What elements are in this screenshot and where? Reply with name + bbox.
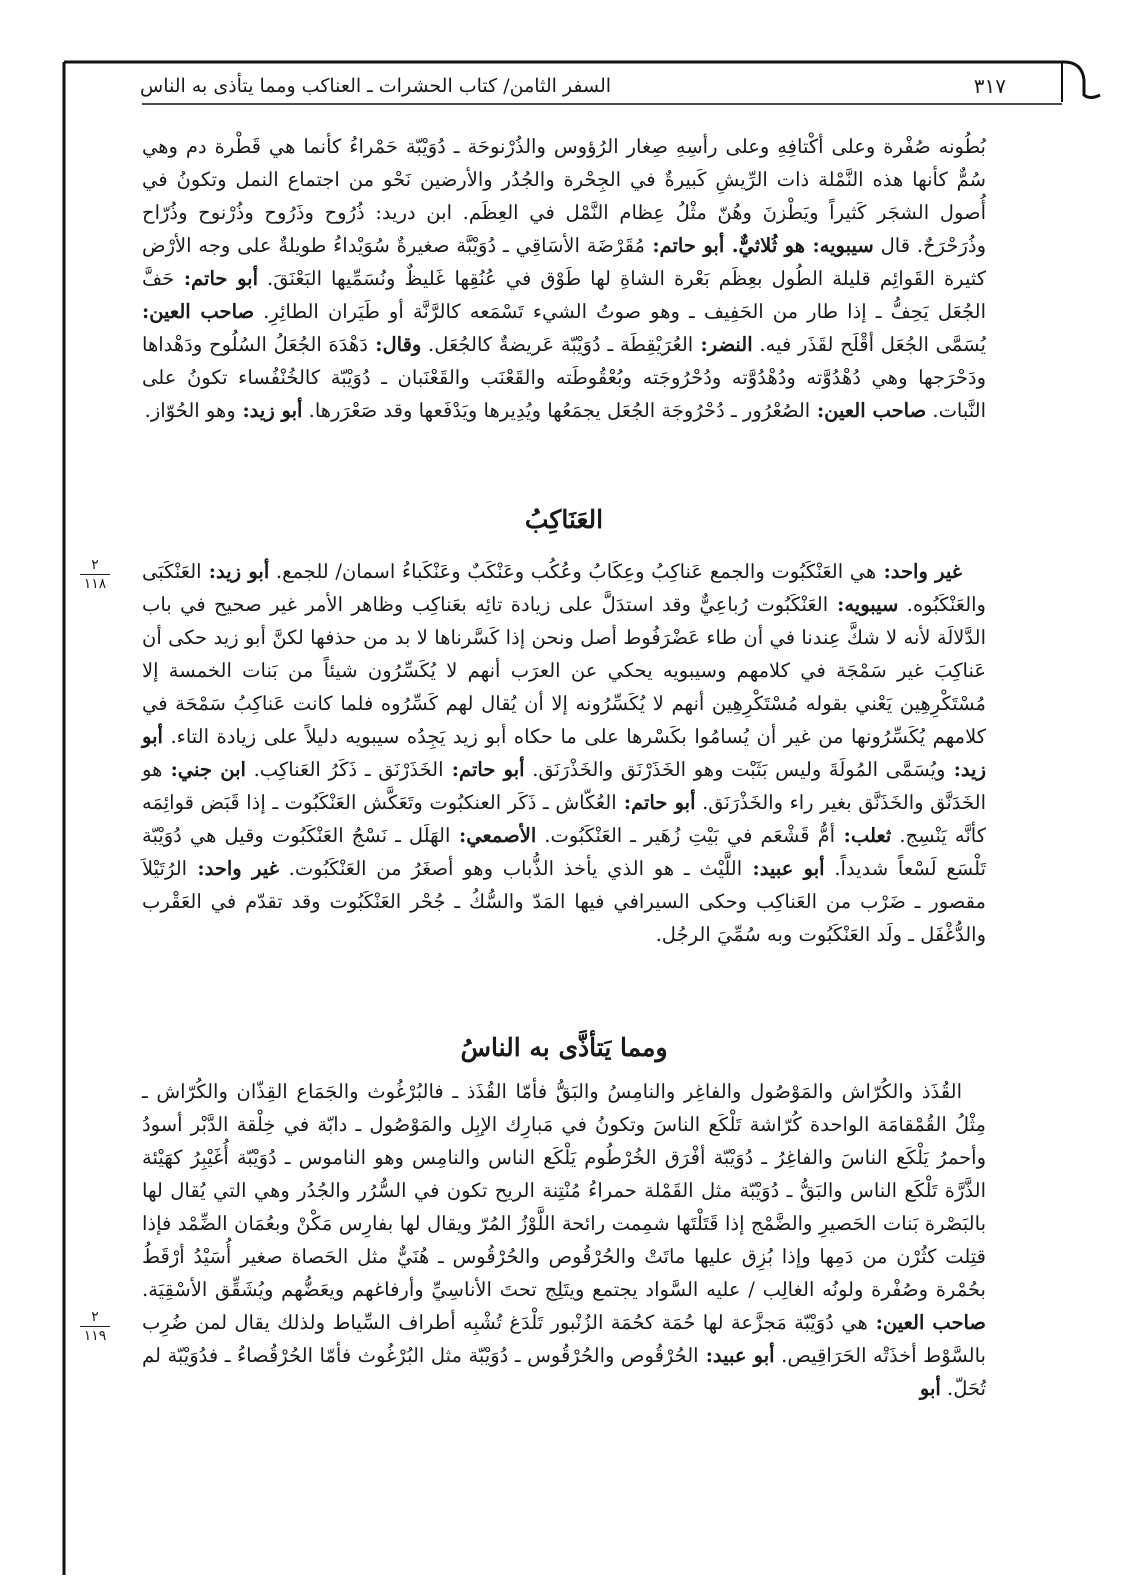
- intro-speaker-label: سيبويه: هو ثُلاثيٌّ. أبو حاتم:: [644, 234, 874, 257]
- section2-text-run: القُذَذ والكُرّاش والمَوْصُول والفاغِر والنامِسُ والبَقُّ فأمّا القُذَذ ـ فالبُرْغُوث والجَمَاع القِذّان والكُرّاش ـ مِثْلُ القُمْقامَة الواحدة كُرّاشة تَلْكَع الناسَ وتكونُ في مَبارِك الإبِل والمَوْصُول ـ دابّة في خِلْقة الدَّبْر أسودُ وأحمرُ يَلْكَع الناسَ والفاغِرُ ـ دُوَيْبّة أفْرَق الخُرْطُوم يَلْكَع الناس والنامِس وهو الناموس ـ دُوَيْبّة أُغَيْبِرُ كهَيْئة الذَّرَّة تَلْكَع الناس والبَقُّ ـ دُوَيْبّة مثل القَمْلة حمراءُ مُنْتِنة الريح تكون في السُّرُر والجُدُر وهي التي يُقال لها بالبَصْرة بَنات الحَصيرِ والضَّمْج إذا قَتَلْتَها شمِمت رائحة اللَّوْزُ المُرّ ويقال لها بفارِس مَكْنْ وبعُمَان الضِّمْد فإذا قتِلت كثُرْن من دَمِها وإذا بُزِق عليها ماتَتْ والحُرْقُوص والحُرْقُوس ـ هُنَيٌّ مثل الحَصاة صغير أُسَيْدُ أرْقَطُ بحُمْرة وصُفْرة ولونُه الغالِب / عليه السَّواد يجتمع ويتَلِج تحتَ الأناسِيِّ وأرفاغهم ويعَضُّهم ويُشَقِّق الأسْقِيَة.: [142, 1080, 986, 1301]
- section2-text: [142, 1075, 986, 1405]
- margin-note-1-divider: [80, 574, 110, 575]
- section1-text-run: العَنْكَبَى والعَنْكَبُوه.: [142, 560, 986, 616]
- section2-speaker-label: أبو عبيد:: [698, 1344, 775, 1367]
- margin-note-2: [72, 1310, 118, 1343]
- section1-speaker-label: أبو عبيد:: [742, 857, 825, 880]
- section1-text-run: الخَذَرْنَق ـ ذَكَرُ العَناكِب.: [245, 758, 444, 781]
- section1-text-run: ويُسَمَّى المُولَةَ وليس بَثَبْت وهو الخَذَرْنَق والخَذْرَنَق.: [524, 758, 946, 781]
- margin-note-1-bottom: ١١٨: [83, 576, 107, 592]
- section1-text-run: العَنْكَبُوت رُباعِيٌّ وقد استدَلَّ على زيادة تائِه بعَناكِب وظاهر الأمر غير صحيح في باب الدَّلالَة لأنه لا شكَّ عِندنا في أن طاء عَضْرَفُوط أصل ونحن إذا كَسَّرناها لا بد من حذفها لكنَّ أبو زيد حكى أن عَناكِبَ غير سَمْجَة في كلامهم وسيبويه يحكي عن العرَب أنهم لا يُكَسِّرُون شيئاً من بَنات الخمسة إلا مُسْتَكْرِهِين يَعْني بقوله مُسْتَكْرِهِين أنهم لا يُكَسِّرُونه إلا أن يُقال لهم كَسِّرُوه فلما كانت عَناكِبُ سَمْحَة في كلامهم يُكَسِّرُونها من غير أن يُسامُوا بكَسْرها على ما حكاه أبو زيد يَجِدُه سيبويه دليلاً على زيادة التاء.: [142, 593, 986, 748]
- intro-text-run: العُرَيْقِطَة ـ دُوَيْبّة عَريضةٌ كالجُعَل.: [421, 333, 694, 356]
- section1-text-run: العُكّاش ـ ذَكَر العنكبُوت وتَعَكَّش العَنْكَبُوت ـ إذا قَبَض قوائِمَه كأنَّه يَنْسِج.: [142, 791, 986, 847]
- section1-speaker-label: ثعلب:: [835, 824, 892, 847]
- section1-text-run: الرُتَيْلاَ مقصور ـ ضَرْب من العَناكِب وحكى السيرافي فيها المَدّ والسُّكُ ـ جُحْر العَنْكَبُوت وقد تقدّم في العَقْرب والدُّغْفَل ـ ولَد العَنْكَبُوت وبه سُمِّيَ الرجُل.: [142, 857, 986, 946]
- intro-text-run: حَفَّ الجُعَل يَحِفُّ ـ إذا طار من الحَفِيف ـ وهو صوتُ الشيء تَسْمَعه كالرَّنَّة أو طَيَران الطائِرِ.: [142, 267, 986, 323]
- section1-speaker-label: غير واحد:: [876, 560, 962, 583]
- margin-note-2-divider: [80, 1326, 110, 1327]
- intro-speaker-label: أبو حاتم:: [174, 267, 258, 290]
- page-header: [140, 66, 1006, 106]
- section1-speaker-label: غير واحد:: [187, 857, 279, 880]
- intro-text-run: مُقَرْضَة الأسَاقِي ـ دُوَيْبَّة صغيرةٌ سُوَيْداءُ طويلةٌ على وجه الأرْض كثيرة القَوائِم قليلة الطُول بعِظَم بَعْرة الشاةِ لها طَوْق في عُنُقِها غَليظٌ ونُسَمِّيها البَعْنَقَ.: [142, 234, 986, 290]
- running-title: السفر الثامن/ كتاب الحشرات ـ العناكب ومما يتأذى به الناس: [140, 75, 612, 97]
- section2-speaker-label: أبو: [919, 1377, 941, 1400]
- section1-body: [142, 555, 986, 951]
- intro-text-run: يُسَمَّى الجُعَل أقْلَح لقَذَر فيه.: [752, 333, 986, 356]
- section1-text: [142, 555, 986, 951]
- intro-text-run: وهو الحُوّاز.: [144, 399, 236, 422]
- section-title-pests: ومما يَتأذَّى به الناسُ: [460, 1033, 668, 1062]
- intro-text: [142, 130, 986, 427]
- intro-text-run: بُطُونه صُفْرة وعلى أكْتافِهِ وعلى رأسِهِ صِغار الرُؤوس والذُرْنوحَة ـ دُوَيْبّة حَمْراءُ كأنما هي قَطْرة دم وهي سُمٌّ كأنها هذه النَّمْلة ذات الرِّيشِ كَبيرةٌ في الجِحْرة والجُدُر والأرضين نَحْو من اجتماع النمل وتكونُ في أُصول الشجَر كَثيراً ويَطْزنَ وهُنّ مثْلُ عِظام النَّمْل في العِظَم. ابن دريد: ذُرُوح وذَرُوح وذُرْنوح وذُرّاح وذُرَحْرَحٌ. قال: [142, 135, 986, 257]
- intro-text-run: دَهْدَهَ الجُعَلُ السُلُوح ودَهْداها ودَحْرَجها وهي دُهْدُوَّته ودُهْدُوَّته ودُحْرُوجَته وبُعْقُوطَته والقَعْنَب والقَعْنَبان ـ دُوَيْبّة كالخُنْفُساء تكونُ على النَّبات.: [142, 333, 986, 422]
- margin-note-2-bottom: ١١٩: [83, 1328, 107, 1344]
- margin-note-2-top: ٢: [91, 1309, 99, 1325]
- section1-speaker-label: سيبويه:: [828, 593, 899, 616]
- section2-body: [142, 1075, 986, 1405]
- section1-text-run: هي العَنْكَبُوت والجمع عَناكِبُ وعِكَابُ وعُكُب وعَنْكَبٌ وعَنْكَباءُ اسمان/ للجمع.: [269, 560, 877, 583]
- section1-speaker-label: ابن جني:: [162, 758, 246, 781]
- intro-speaker-label: وقال:: [367, 333, 422, 356]
- section1-speaker-label: الأصمعي:: [450, 824, 537, 847]
- section-title-spiders: العَنَاكِبُ: [524, 505, 604, 534]
- section1-text-run: اللَّيْث ـ هو الذي يأخذ الذُّباب وهو أصغَرُ من العَنْكَبُوت.: [278, 857, 743, 880]
- section2-speaker-label: صاحب العين:: [867, 1311, 986, 1334]
- margin-note-1: [72, 558, 118, 591]
- section1-speaker-label: أبو حاتم:: [443, 758, 525, 781]
- margin-note-1-top: ٢: [91, 557, 99, 573]
- page-number: ٣١٧: [973, 74, 1006, 98]
- intro-speaker-label: صاحب العين:: [810, 399, 927, 422]
- intro-speaker-label: النضر:: [693, 333, 753, 356]
- section1-text-run: الهَلَل ـ نَسْجُ العَنْكَبُوت وقيل هي دُوَيْبّة تَلْسَع لَسْعاً شديداً.: [142, 824, 986, 880]
- section1-text-run: أمُّ قَشْعَم في بَيْتِ زُهَير ـ العَنْكَبُوت.: [536, 824, 836, 847]
- intro-paragraph: [142, 130, 986, 427]
- intro-speaker-label: أبو زيد:: [235, 399, 303, 422]
- section1-speaker-label: أبو زيد:: [142, 725, 986, 781]
- section2-text-run: هي دُوَيْبّة مَجزَّعة لها حُمَة كحُمَة الزُنْبور تَلْدَغ تُشْبِه أطراف السِّياط ولذلك يقال لمن ضُرِب بالسَّوْط أخذَتْه الحَرَاقِيص.: [142, 1311, 986, 1367]
- section1-speaker-label: أبو حاتم:: [616, 791, 696, 814]
- section1-text-run: هو الخَدَنَّق والخَذَنَّق بغير راء والخَذْرَنَق.: [142, 758, 986, 814]
- section1-speaker-label: أبو زيد:: [201, 560, 270, 583]
- intro-speaker-label: صاحب العين:: [142, 300, 255, 323]
- section2-text-run: الحُرْقُوص والحُرْقُوس ـ دُوَيْبّة مثل البُرْغُوث فأمّا الحُرْقُصاءُ ـ فدُوَيْبّة لم تُحَلّ.: [142, 1344, 986, 1400]
- intro-text-run: الصُعْرُور ـ دُحْرُوجَة الجُعَل يجمَعُها ويُدِيرها ويَدْفَعها وقد صَعْرَرها.: [302, 399, 811, 422]
